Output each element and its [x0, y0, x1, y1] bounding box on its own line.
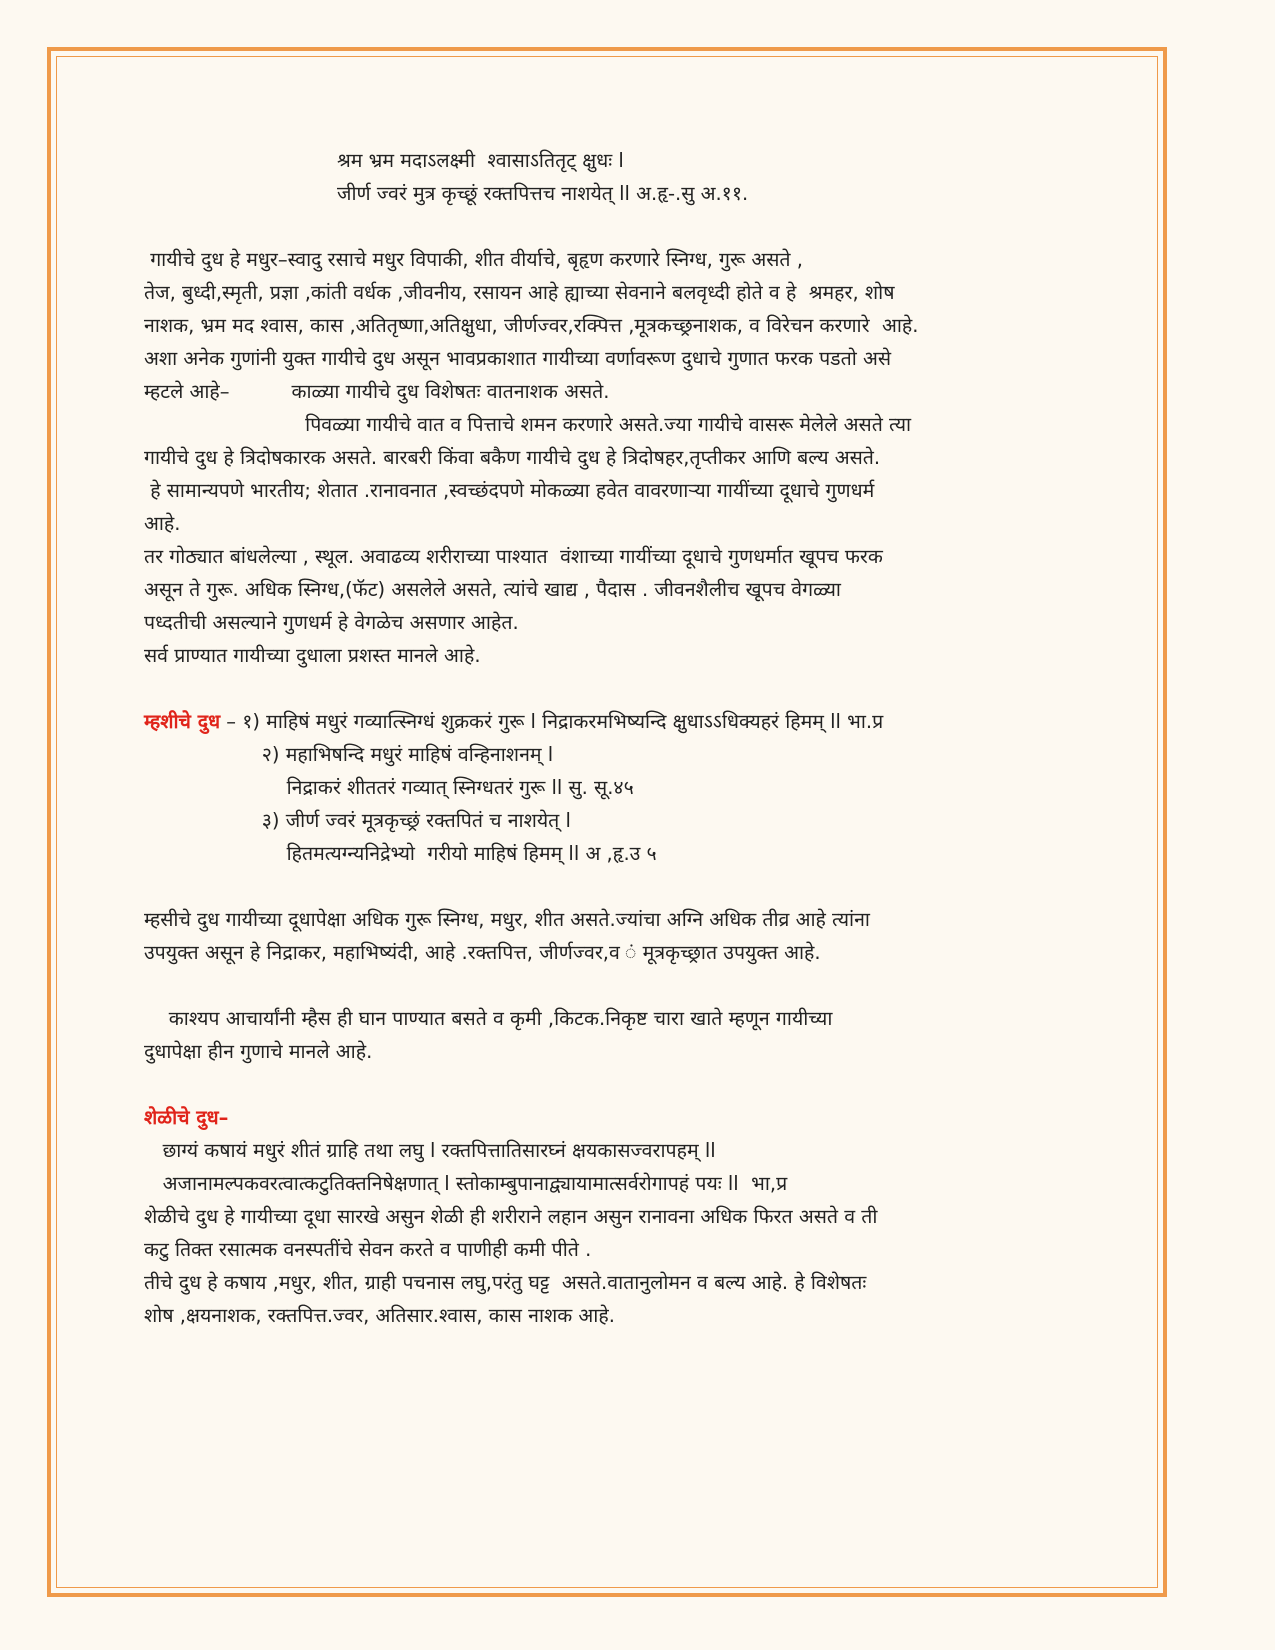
text-line: आहे. — [144, 512, 181, 535]
text-line: सर्व प्राण्यात गायीच्या दुधाला प्रशस्त मानले आहे. — [144, 644, 481, 667]
text-line: हे सामान्यपणे भारतीय; शेतात .रानावनात ,स्वच्छंदपणे मोकळ्या हवेत वावरणाऱ्या गायींच्या दूधाचे गुणधर्म — [144, 479, 875, 502]
text-line: गायीचे दुध हे मधुर–स्वादु रसाचे मधुर विपाकी, शीत वीर्याचे, बृहृण करणारे स्निग्ध, गुरू असते , — [144, 248, 803, 271]
verse-line: श्रम भ्रम मदाऽलक्ष्मी श्वासाऽतितृट् क्षुधः l — [337, 149, 624, 172]
text-line: अशा अनेक गुणांनी युक्त गायीचे दुध असून भावप्रकाशात गायीच्या वर्णावरूण दुधाचे गुणात फरक पडतो असे — [144, 347, 892, 370]
verse-line: ३) जीर्ण ज्वरं मूत्रकृच्छ्रं रक्तपितं च नाशयेत् l — [144, 809, 571, 832]
verse-line: निद्राकरं शीततरं गव्यात् स्निग्धतरं गुरू ll सु. सू.४५ — [144, 776, 634, 799]
verse-line: छाग्यं कषायं मधुरं शीतं ग्राहि तथा लघु l रक्तपित्तातिसारघ्नं क्षयकासज्वरापहम् ll — [144, 1139, 716, 1162]
goat-heading-line — [144, 1101, 1064, 1134]
goat-heading: शेळीचे दुध — [144, 1106, 219, 1129]
buffalo-verse-line — [144, 705, 1064, 738]
verse-line: जीर्ण ज्वरं मुत्र कृच्छूं रक्तपित्तच नाशयेत् ll अ.हृ-.सु अ.११. — [337, 182, 749, 205]
text-line: तीचे दुध हे कषाय ,मधुर, शीत, ग्राही पचनास लघु,परंतु घट्ट असते.वातानुलोमन व बल्य आहे. हे विशेषतः — [144, 1271, 867, 1294]
text-line: असून ते गुरू. अधिक स्निग्ध,(फॅट) असलेले असते, त्यांचे खाद्य , पैदास . जीवनशैलीच खूपच वेगळ्या — [144, 578, 841, 601]
buffalo-section — [144, 705, 1064, 1068]
cow-verse — [144, 144, 1064, 210]
verse-line: हितमत्यग्न्यनिद्रेभ्यो गरीयो माहिषं हिमम् ll अ ,हृ.उ ५ — [144, 842, 657, 865]
text-line: तर गोठ्यात बांधलेल्या , स्थूल. अवाढव्य शरीराच्या पाश्यात वंशाच्या गायींच्या दूधाचे गुणधर्मात खूपच फरक — [144, 545, 883, 568]
text-line: शोष ,क्षयनाशक, रक्तपित्त.ज्वर, अतिसार.श्वास, कास नाशक आहे. — [144, 1304, 615, 1327]
buffalo-heading: म्हशीचे दुध — [144, 710, 221, 733]
goat-section — [144, 1101, 1064, 1332]
text-line: काश्यप आचार्यांनी म्हैस ही घान पाण्यात बसते व कृमी ,किटक.निकृष्ट चारा खाते म्हणून गायीच्या — [144, 1007, 833, 1030]
cow-milk-paragraph — [144, 243, 1064, 672]
text-line: म्हसीचे दुध गायीच्या दूधापेक्षा अधिक गुरू स्निग्ध, मधुर, शीत असते.ज्यांचा अग्नि अधिक तीव्र आहे त्यांना — [144, 908, 870, 931]
text-line: उपयुक्त असून हे निद्राकर, महाभिष्यंदी, आहे .रक्तपित्त, जीर्णज्वर,व ं मूत्रकृच्छ्रात उपयुक्त आहे. — [144, 941, 821, 964]
text-line: कटु तिक्त रसात्मक वनस्पतींचे सेवन करते व पाणीही कमी पीते . — [144, 1238, 592, 1261]
text-line: शेळीचे दुध हे गायीच्या दूधा सारखे असुन शेळी ही शरीराने लहान असुन रानावना अधिक फिरत असते व ती — [144, 1205, 878, 1228]
text-line: नाशक, भ्रम मद श्वास, कास ,अतितृष्णा,अतिक्षुधा, जीर्णज्वर,रक्पित्त ,मूत्रकच्छ्रनाशक, व विरेचन करणारे आहे. — [144, 314, 919, 337]
text-line: गायीचे दुध हे त्रिदोषकारक असते. बारबरी किंवा बकैण गायीचे दुध हे त्रिदोषहर,तृप्तीकर आणि बल्य असते. — [144, 446, 881, 469]
text-line: तेज, बुध्दी,स्मृती, प्रज्ञा ,कांती वर्धक ,जीवनीय, रसायन आहे ह्याच्या सेवनाने बलवृध्दी होते व हे श्रमहर, शोष — [144, 281, 895, 304]
text-line: पध्दतीची असल्याने गुणधर्म हे वेगळेच असणार आहेत. — [144, 611, 519, 634]
verse-line: २) महाभिषन्दि मधुरं माहिषं वन्हिनाशनम् l — [144, 743, 554, 766]
text-line: दुधापेक्षा हीन गुणाचे मानले आहे. — [144, 1040, 373, 1063]
goat-heading-dash: – — [218, 1106, 229, 1129]
text-line: म्हटले आहे– काळ्या गायीचे दुध विशेषतः वातनाशक असते. — [144, 380, 610, 403]
verse-line: अजानामल्पकवरत्वात्कटुतिक्तनिषेक्षणात् l स्तोकाम्बुपानाद्व्यायामात्सर्वरोगापहं पयः ll भा,प्र — [144, 1172, 788, 1195]
verse-text: – १) माहिषं मधुरं गव्यात्स्निग्धं शुक्रकरं गुरू l निद्राकरमभिष्यन्दि क्षुधाऽऽधिक्यहरं हिमम् ll भा.प्र — [220, 710, 884, 733]
document-body — [144, 144, 1064, 1332]
text-line: पिवळ्या गायीचे वात व पित्ताचे शमन करणारे असते.ज्या गायीचे वासरू मेलेले असते त्या — [144, 413, 912, 436]
